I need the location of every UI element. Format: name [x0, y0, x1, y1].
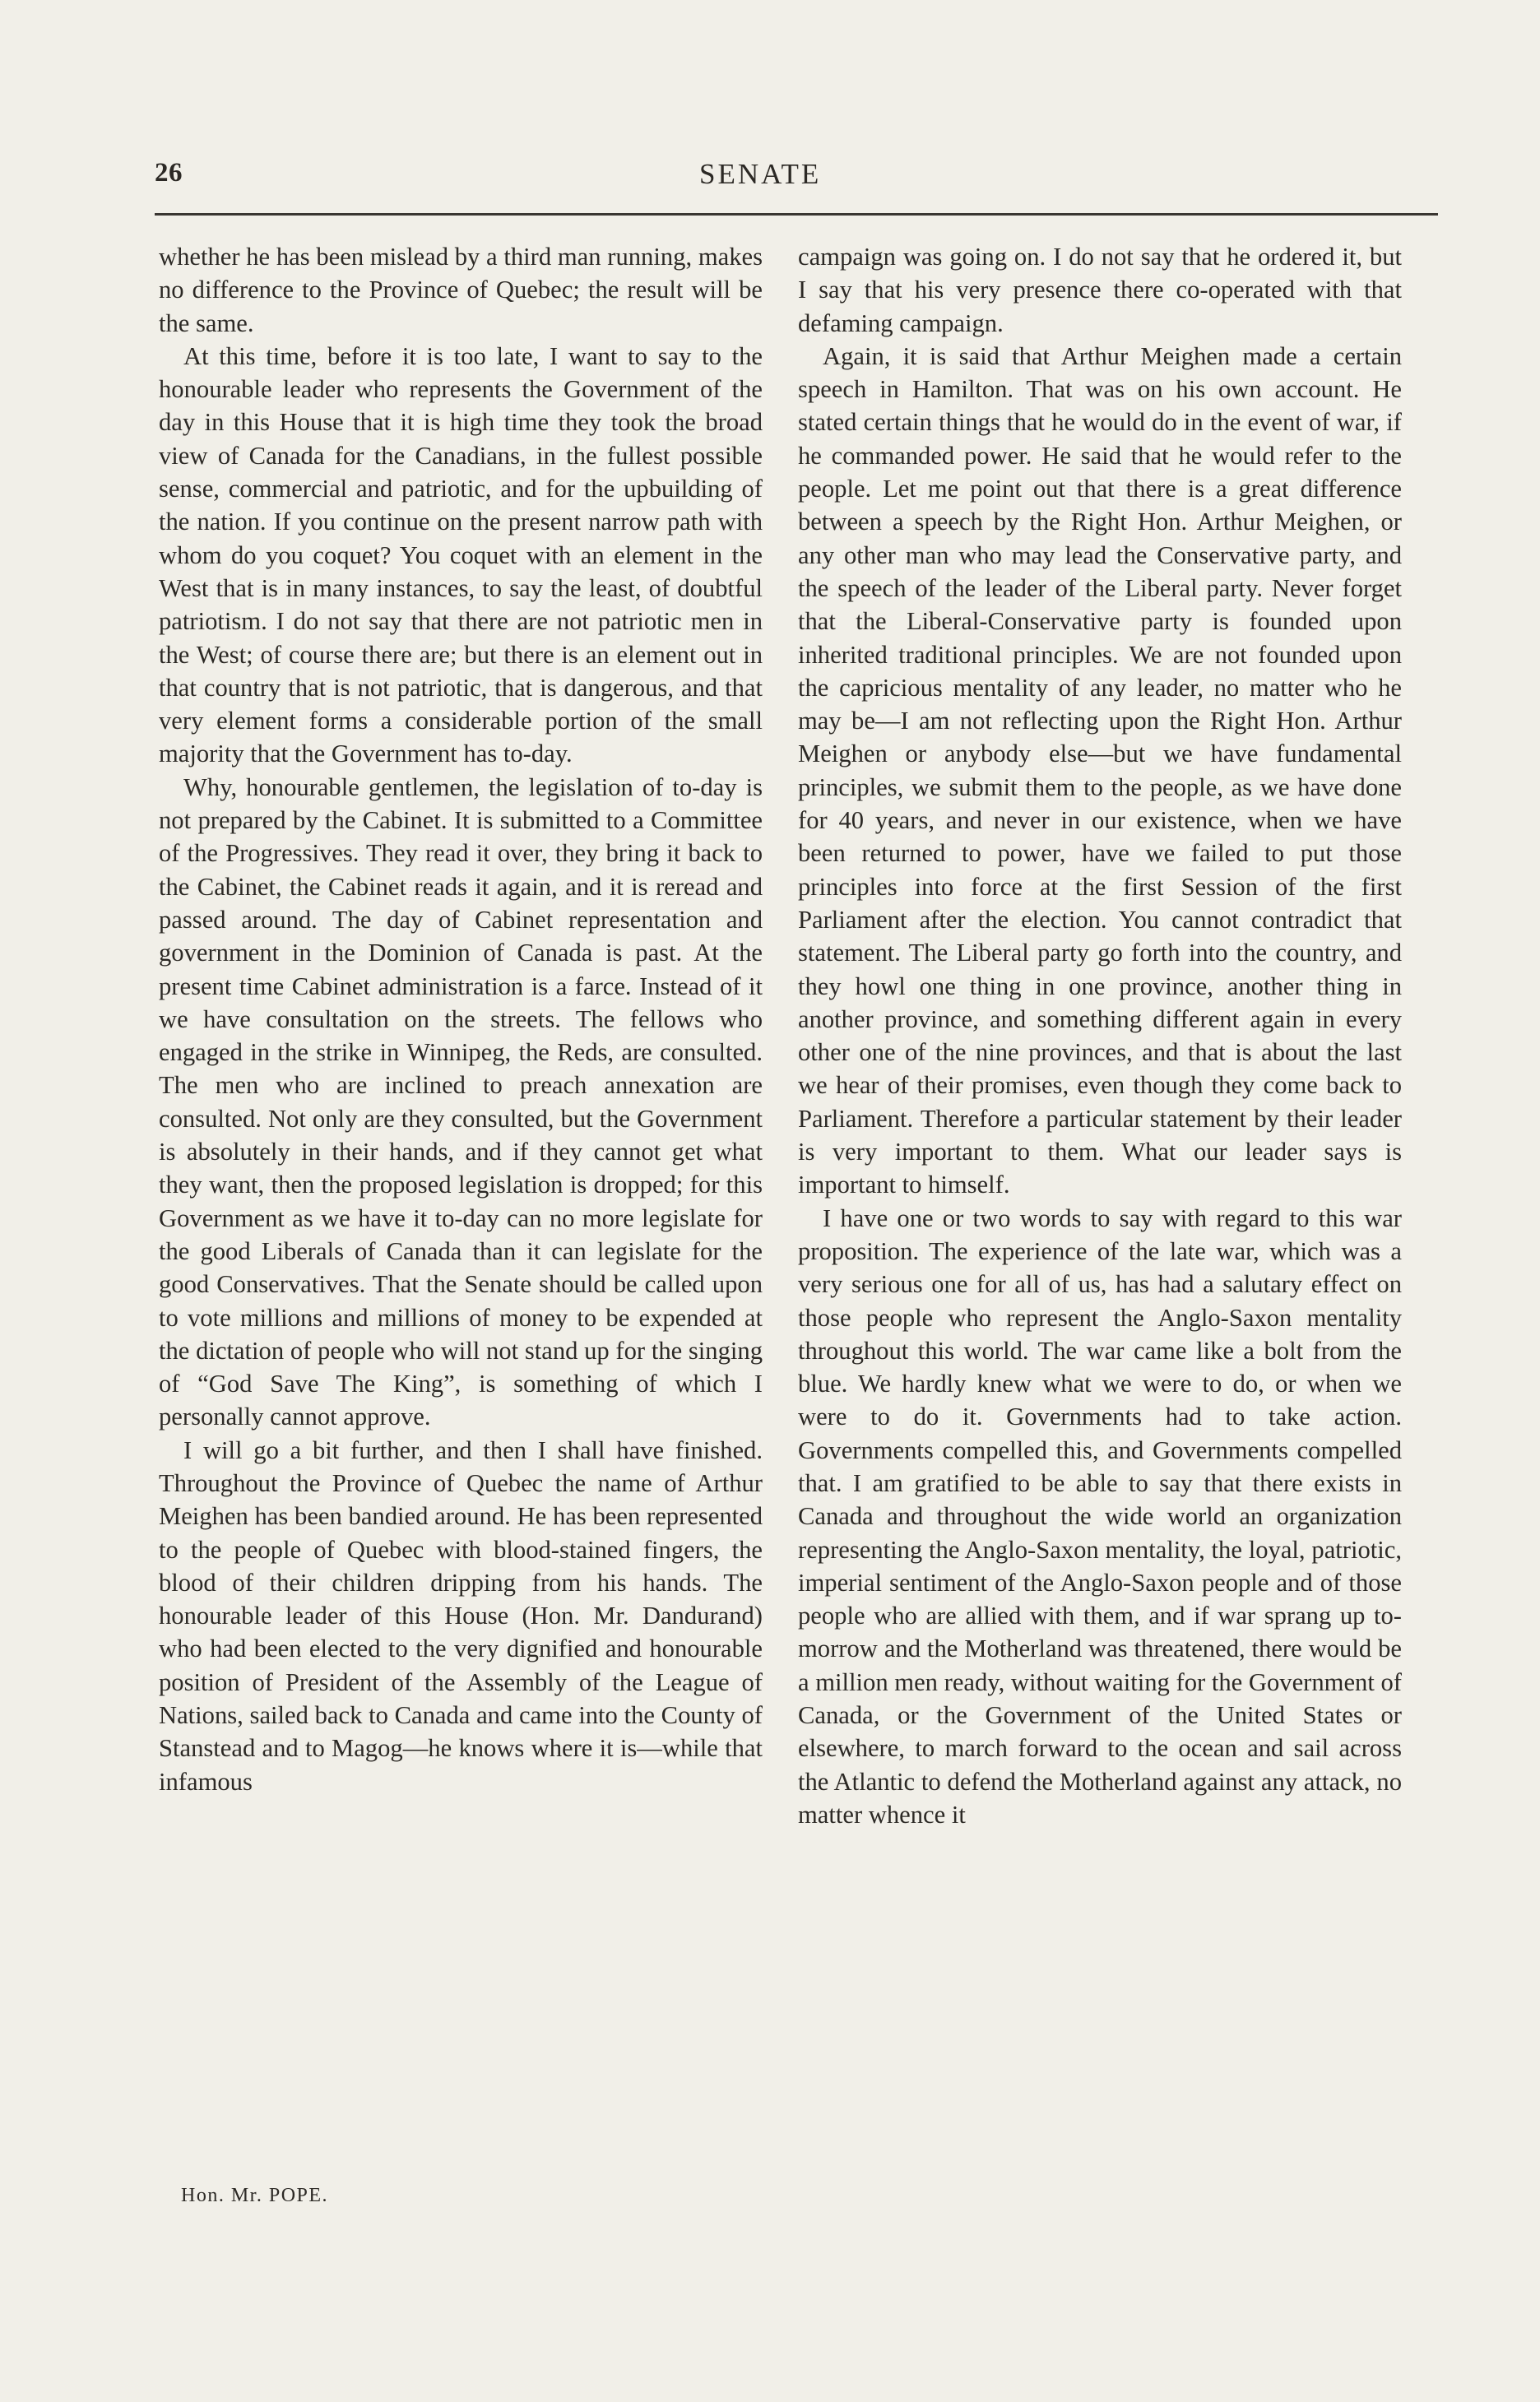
- footer-speaker: Hon. Mr. POPE.: [181, 2185, 329, 2206]
- paragraph: I have one or two words to say with regard to this war proposition. The experience of the late war, which was a very serious one for all of us, has had a salutary effect on those people who represent the Anglo-Saxon mentality throughout this world. The war came like a bolt from the blue. We hardly knew what we were to do, or when we were to do it. Governments had to take action. Governments compelled this, and Governments compelled that. I am gratified to be able to say that there exists in Canada and throughout the wide world an organization representing the Anglo-Saxon mentality, the loyal, patriotic, imperial sentiment of the Anglo-Saxon people and of those people who are allied with them, and if war sprang up to-morrow and the Motherland was threatened, there would be a million men ready, without waiting for the Government of Canada, or the Government of the United States or elsewhere, to march forward to the ocean and sail across the Atlantic to defend the Motherland against any attack, no matter whence it: [798, 1203, 1402, 1829]
- page-number: 26: [155, 158, 183, 188]
- paragraph: Again, it is said that Arthur Meighen made a certain speech in Hamilton. That was on his own account. He stated certain things that he would do in the event of war, if he commanded power. He said that he would refer to the people. Let me point out that there is a great difference between a speech by the Right Hon. Arthur Meighen, or any other man who may lead the Conservative party, and the speech of the leader of the Liberal party. Never forget that the Liberal-Conservative party is founded upon inherited traditional principles. We are not founded upon the capricious mentality of any leader, no matter who he may be—I am not reflecting upon the Right Hon. Arthur Meighen or anybody else—but we have fundamental principles, we submit them to the people, as we have done for 40 years, and never in our existence, when we have been returned to power, have we failed to put those principles into force at the first Session of the first Parliament after the election. You cannot contradict that statement. The Liberal party go forth into the country, and they howl one thing in one province, another thing in another province, and something different again in every other one of the nine provinces, and that is about the last we hear of their promises, even though they come back to Parliament. Therefore a particular statement by their leader is very important to them. What our leader says is important to himself.: [798, 341, 1402, 1199]
- right-column: [798, 240, 1402, 1831]
- paragraph: I will go a bit further, and then I shall have finished. Throughout the Province of Quebec the name of Arthur Meighen has been bandied around. He has been represented to the people of Quebec with blood-stained fingers, the blood of their children dripping from his hands. The honourable leader of this House (Hon. Mr. Dandurand) who had been elected to the very dignified and honourable position of President of the Assembly of the League of Nations, sailed back to Canada and came into the County of Stanstead and to Magog—he knows where it is—while that infamous: [159, 1435, 763, 1796]
- left-column: [159, 240, 763, 1798]
- paragraph: whether he has been mislead by a third man running, makes no difference to the Province of Quebec; the result will be the same.: [159, 243, 763, 337]
- paragraph: campaign was going on. I do not say that he ordered it, but I say that his very presence there co-operated with that defaming campaign.: [798, 243, 1402, 337]
- header-rule: [155, 213, 1438, 216]
- paragraph: At this time, before it is too late, I want to say to the honourable leader who represents the Government of the day in this House that it is high time they took the broad view of Canada for the Canadians, in the fullest possible sense, commercial and patriotic, and for the upbuilding of the nation. If you continue on the present narrow path with whom do you coquet? You coquet with an element in the West that is in many instances, to say the least, of doubtful patriotism. I do not say that there are not patriotic men in the West; of course there are; but there is an element out in that country that is not patriotic, that is dangerous, and that very element forms a considerable portion of the small majority that the Government has to-day.: [159, 341, 763, 768]
- paragraph: Why, honourable gentlemen, the legislation of to-day is not prepared by the Cabinet. It is submitted to a Committee of the Progressives. They read it over, they bring it back to the Cabinet, the Cabinet reads it again, and it is reread and passed around. The day of Cabinet representation and government in the Dominion of Canada is past. At the present time Cabinet administration is a farce. Instead of it we have consultation on the streets. The fellows who engaged in the strike in Winnipeg, the Reds, are consulted. The men who are inclined to preach annexation are consulted. Not only are they consulted, but the Government is absolutely in their hands, and if they cannot get what they want, then the proposed legislation is dropped; for this Government as we have it to-day can no more legislate for the good Liberals of Canada than it can legislate for the good Conservatives. That the Senate should be called upon to vote millions and millions of money to be expended at the dictation of people who will not stand up for the singing of “God Save The King”, is something of which I personally cannot approve.: [159, 772, 763, 1431]
- running-head: SENATE: [699, 158, 822, 190]
